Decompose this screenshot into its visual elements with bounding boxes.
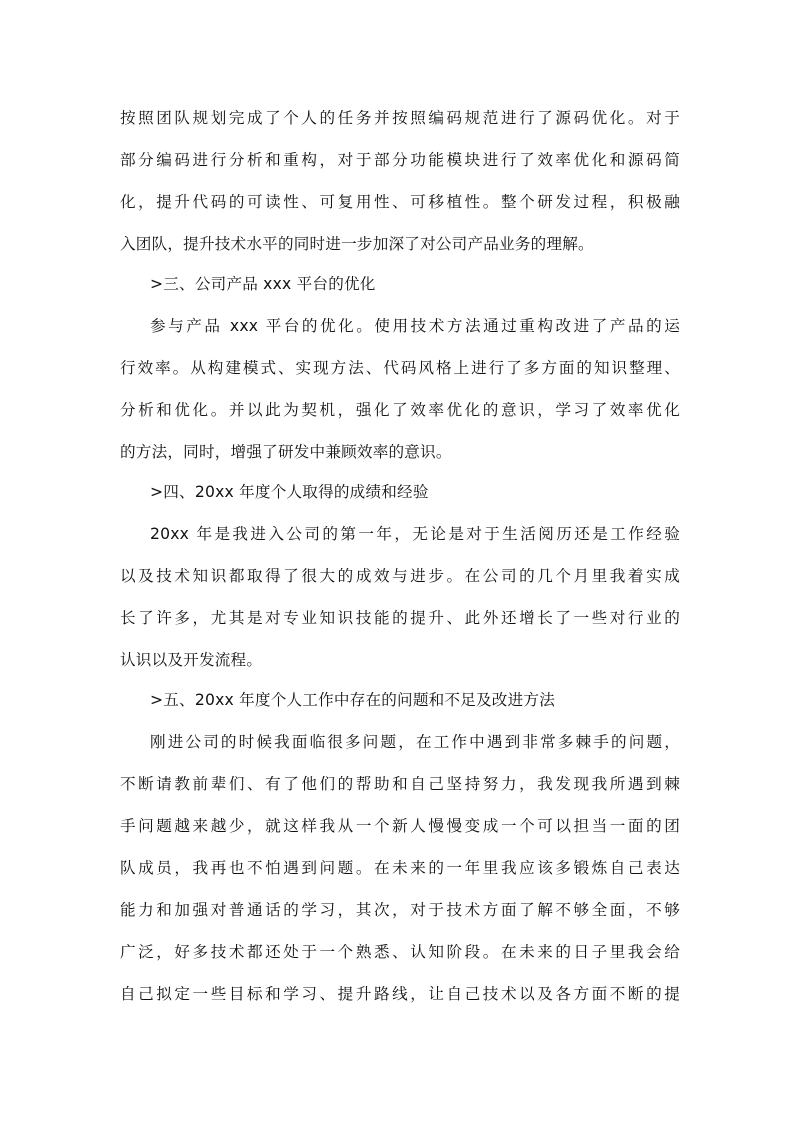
text-line: 20xx 年是我进入公司的第一年，无论是对于生活阅历还是工作经验: [150, 525, 680, 543]
text-line: 部分编码进行分析和重构，对于部分功能模块进行了效率优化和源码简: [120, 151, 680, 169]
text-line: 入团队，提升技术水平的同时进一步加深了对公司产品业务的理解。: [120, 235, 594, 253]
text-line: 参与产品 xxx 平台的优化。使用技术方法通过重构改进了产品的运: [150, 317, 680, 335]
text-line: 按照团队规划完成了个人的任务并按照编码规范进行了源码优化。对于: [120, 109, 680, 127]
text-line: 长了许多，尤其是对专业知识技能的提升、此外还增长了一些对行业的: [120, 609, 680, 627]
text-line: 不断请教前辈们、有了他们的帮助和自己坚持努力，我发现我所遇到棘: [120, 775, 680, 793]
text-line: 行效率。从构建模式、实现方法、代码风格上进行了多方面的知识整理、: [120, 359, 680, 377]
text-line: 认识以及开发流程。: [120, 651, 263, 669]
text-line: 能力和加强对普通话的学习，其次，对于技术方面了解不够全面，不够: [120, 901, 680, 919]
text-line: 的方法，同时，增强了研发中兼顾效率的意识。: [120, 443, 452, 461]
text-line: 以及技术知识都取得了很大的成效与进步。在公司的几个月里我着实成: [120, 567, 680, 585]
text-line: 分析和优化。并以此为契机，强化了效率优化的意识，学习了效率优化: [120, 401, 680, 419]
text-line: 手问题越来越少，就这样我从一个新人慢慢变成一个可以担当一面的团: [120, 817, 680, 835]
section-heading: >三、公司产品 xxx 平台的优化: [150, 275, 376, 293]
text-line: 刚进公司的时候我面临很多问题，在工作中遇到非常多棘手的问题，: [150, 733, 680, 751]
section-heading: >五、20xx 年度个人工作中存在的问题和不足及改进方法: [150, 691, 555, 709]
text-line: 自己拟定一些目标和学习、提升路线，让自己技术以及各方面不断的提: [120, 985, 680, 1003]
text-line: 队成员，我再也不怕遇到问题。在未来的一年里我应该多锻炼自己表达: [120, 859, 680, 877]
section-heading: >四、20xx 年度个人取得的成绩和经验: [150, 483, 429, 501]
text-line: 化，提升代码的可读性、可复用性、可移植性。整个研发过程，积极融: [120, 193, 680, 211]
text-line: 广泛，好多技术都还处于一个熟悉、认知阶段。在未来的日子里我会给: [120, 943, 680, 961]
